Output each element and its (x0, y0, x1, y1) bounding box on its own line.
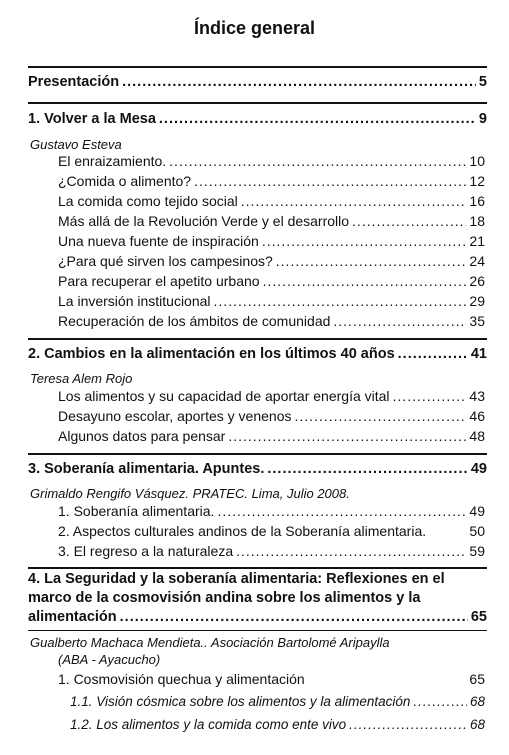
dot-leader (217, 503, 466, 519)
toc-entry[interactable] (58, 428, 485, 444)
entry-label: Algunos datos para pensar (58, 428, 226, 444)
entry-page: 46 (469, 408, 485, 424)
dot-leader (393, 388, 467, 404)
toc-entry[interactable] (58, 213, 485, 229)
toc-entry[interactable] (58, 273, 485, 289)
entry-label: La inversión institucional (58, 293, 211, 309)
entry-label: Para recuperar el apetito urbano (58, 273, 260, 289)
entry-page: 21 (469, 233, 485, 249)
entry-page: 5 (478, 74, 487, 90)
dot-leader (398, 346, 468, 362)
entry-page: 35 (469, 313, 485, 329)
entry-label: La comida como tejido social (58, 193, 238, 209)
dot-leader (349, 717, 467, 732)
chapter-title-line: 4. La Seguridad y la soberanía alimentaria: Reflexiones en el (28, 571, 445, 587)
entry-label: 1. Volver a la Mesa (28, 111, 156, 127)
entry-page: 24 (469, 253, 485, 269)
dot-leader (159, 111, 476, 127)
toc-entry-presentacion[interactable] (28, 74, 487, 90)
toc-entry[interactable] (58, 671, 485, 687)
toc-subentry[interactable] (70, 717, 485, 732)
toc-chapter-4[interactable] (28, 570, 487, 627)
chapter-author: Grimaldo Rengifo Vásquez. PRATEC. Lima, Julio 2008. (30, 486, 350, 501)
entry-page: 12 (469, 173, 485, 189)
entry-page: 68 (469, 717, 485, 732)
entry-label: El enraizamiento. (58, 153, 167, 169)
divider (28, 453, 487, 455)
entry-page: 9 (478, 111, 487, 127)
divider (28, 66, 487, 68)
divider (28, 630, 487, 631)
entry-label: 2. Cambios en la alimentación en los últimos 40 años (28, 346, 395, 362)
entry-page: 65 (469, 671, 485, 687)
entry-page: 43 (469, 388, 485, 404)
dot-leader (241, 193, 467, 209)
entry-label: Los alimentos y su capacidad de aportar energía vital (58, 388, 390, 404)
toc-entry[interactable] (58, 173, 485, 189)
toc-chapter-1[interactable] (28, 111, 487, 127)
entry-page: 50 (469, 523, 485, 539)
chapter-author: Teresa Alem Rojo (30, 371, 133, 386)
entry-page: 16 (469, 193, 485, 209)
entry-label: 1.2. Los alimentos y la comida como ente vivo (70, 717, 347, 732)
dot-leader (413, 694, 467, 709)
entry-page: 68 (469, 694, 485, 709)
toc-chapter-3[interactable] (28, 461, 487, 477)
toc-entry[interactable] (58, 293, 485, 309)
toc-entry[interactable] (58, 503, 485, 519)
chapter-author: Gualberto Machaca Mendieta.. Asociación Bartolomé Aripaylla (30, 635, 390, 650)
chapter-author-affiliation: (ABA - Ayacucho) (58, 652, 161, 667)
toc-entry[interactable] (58, 153, 485, 169)
entry-page: 18 (469, 213, 485, 229)
entry-page: 29 (469, 293, 485, 309)
dot-leader (120, 608, 468, 627)
dot-leader (263, 273, 467, 289)
dot-leader (169, 153, 466, 169)
toc-entry[interactable] (58, 253, 485, 269)
entry-page: 10 (469, 153, 485, 169)
entry-page: 41 (470, 346, 487, 362)
dot-leader (267, 461, 467, 477)
toc-entry[interactable] (58, 523, 485, 539)
dot-leader (214, 293, 467, 309)
chapter-title-last-line (28, 608, 487, 627)
entry-label: Recuperación de los ámbitos de comunidad (58, 313, 331, 329)
divider (28, 102, 487, 104)
entry-page: 49 (469, 503, 485, 519)
dot-leader (262, 233, 467, 249)
dot-leader (294, 408, 466, 424)
dot-leader (276, 253, 467, 269)
entry-label: 3. Soberanía alimentaria. Apuntes. (28, 461, 265, 477)
entry-label: 2. Aspectos culturales andinos de la Soberanía alimentaria. (58, 523, 427, 539)
entry-label: Presentación (28, 74, 120, 90)
entry-label: Más allá de la Revolución Verde y el desarrollo (58, 213, 350, 229)
toc-entry[interactable] (58, 388, 485, 404)
divider (28, 338, 487, 340)
dot-leader (352, 213, 466, 229)
dot-leader (236, 543, 466, 559)
entry-page: 49 (470, 461, 487, 477)
entry-page: 59 (469, 543, 485, 559)
toc-entry[interactable] (58, 233, 485, 249)
entry-label: 1. Cosmovisión quechua y alimentación (58, 671, 305, 687)
entry-label: 1.1. Visión cósmica sobre los alimentos y la alimentación (70, 694, 411, 709)
entry-label: 1. Soberanía alimentaria. (58, 503, 215, 519)
entry-label: ¿Para qué sirven los campesinos? (58, 253, 273, 269)
chapter-author: Gustavo Esteva (30, 137, 122, 152)
toc-entry[interactable] (58, 543, 485, 559)
page-title: Índice general (193, 18, 316, 38)
divider (28, 567, 487, 569)
toc-entry[interactable] (58, 193, 485, 209)
entry-label: ¿Comida o alimento? (58, 173, 192, 189)
entry-page: 26 (469, 273, 485, 289)
dot-leader (228, 428, 466, 444)
entry-page: 65 (470, 609, 487, 625)
entry-label: Una nueva fuente de inspiración (58, 233, 259, 249)
dot-leader (194, 173, 466, 189)
entry-label: 3. El regreso a la naturaleza (58, 543, 234, 559)
entry-label: alimentación (28, 609, 117, 625)
chapter-title-line: marco de la cosmovisión andina sobre los alimentos y la (28, 590, 421, 606)
toc-entry[interactable] (58, 408, 485, 424)
dot-leader (122, 74, 476, 90)
entry-page: 48 (469, 428, 485, 444)
entry-label: Desayuno escolar, aportes y venenos (58, 408, 292, 424)
dot-leader (333, 313, 466, 329)
toc-chapter-2[interactable] (28, 346, 487, 362)
toc-entry[interactable] (58, 313, 485, 329)
toc-subentry[interactable] (70, 694, 485, 709)
